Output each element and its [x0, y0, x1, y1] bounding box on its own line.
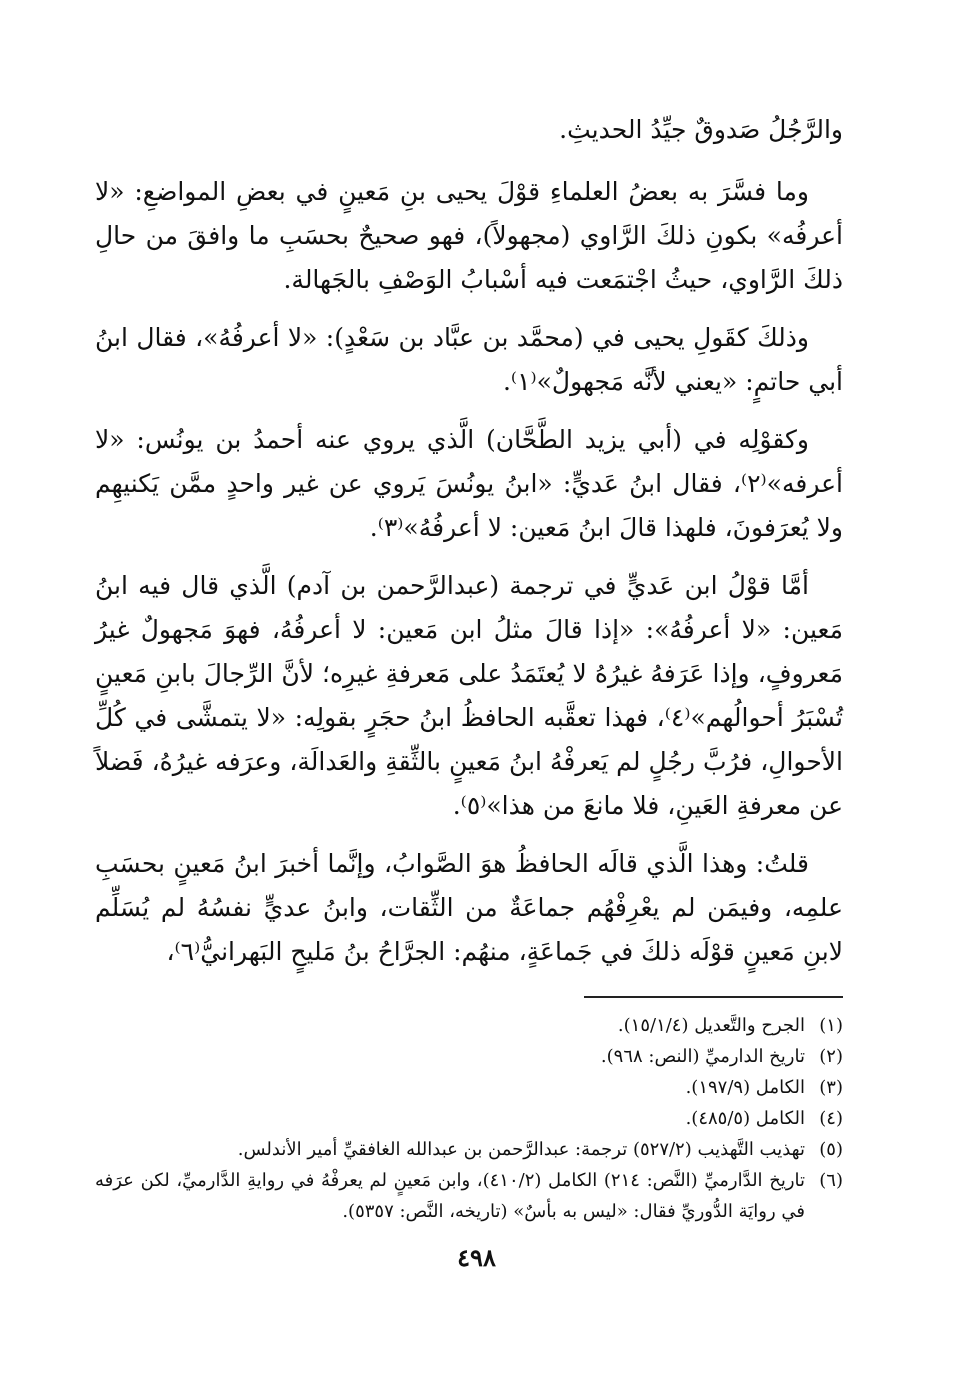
footnote-item [95, 1103, 843, 1134]
footnote-item [95, 1041, 843, 1072]
footnote-text: تاريخ الدَّارميِّ (النَّص: ٢١٤) الكامل (٤١٠/٢)، وابن مَعينٍ لم يعرفْهُ في روايةِ الدَّارميِّ، لكن عرَفه في روايَة الدُّوريِّ فقال: «ليس به بأسٌ» (تاريخه، النَّص: ٥٣٥٧). [95, 1170, 806, 1222]
footnote-number: (٦) [819, 1170, 843, 1191]
footnotes [95, 1010, 843, 1227]
paragraph: قلتُ: وهذا الَّذي قالَه الحافظُ هوَ الصَّوابُ، وإنَّما أخبرَ ابنُ مَعينٍ بحسَبِ علمِه، وفيمَن لم يعْرِفْهُم جماعَةٌ من الثِّقات، وابنُ عديٍّ نفسُهُ لم يُسَلِّم لابنِ مَعينٍ قوْلَه ذلكَ في جَماعَةٍ، منهُم: الجرَّاحُ بنُ مَليحٍ البَهرانيُّ⁽٦⁾، [95, 849, 843, 966]
paragraph: وكقوْلِه في (أبي يزيد الطَّحَّان) الَّذي يروي عنه أحمدُ بن يونُس: «لا أعرفه»⁽٢⁾، فقال ابنُ عَديٍّ: «ابنُ يونُسَ يَروي عن غير واحدٍ ممَّن يَكنيهِم ولا يُعرَفونَ، فلهذا قالَ ابنُ مَعين: لا أعرفُهُ»⁽٣⁾. [95, 425, 843, 542]
main-text [95, 108, 843, 988]
footnote-number: (٢) [819, 1046, 843, 1067]
paragraph: وما فسَّرَ به بعضُ العلماءِ قوْلَ يحيى بنِ مَعينٍ في بعضِ المواضعِ: «لا أعرفُه» بكونِ ذلكَ الرَّاوي (مجهولاً)، فهو صحيحٌ بحسَبِ ما وافقَ من حالِ ذلكَ الرَّاوي، حيثُ اجْتمَعت فيه أسْبابُ الوَصْفِ بالجَهالة. [95, 177, 843, 294]
footnote-text: الكامل (١٩٧/٩). [685, 1077, 805, 1098]
footnote-item [95, 1072, 843, 1103]
paragraph: أمَّا قوْلُ ابن عَديٍّ في ترجمة (عبدالرَّحمن بن آدم) الَّذي قال فيه ابنُ مَعين: «لا أعرفُهُ»: «إذا قالَ مثلُ ابن مَعين: لا أعرفُهُ، فهوَ مَجهولٌ غيرُ مَعروفٍ، وإذا عَرَفهُ غيرُهُ لا يُعتَمَدُ على مَعرفةِ غيرِه؛ لأنَّ الرِّجالَ بابنِ مَعينٍ تُسْبَرُ أحوالُهم»⁽٤⁾، فهذا تعقَّبه الحافظُ ابنُ حجَرٍ بقولِه: «لا يتمشَّى في كُلِّ الأحوالِ، فرُبَّ رجُلٍ لم يَعرفْهُ ابنُ مَعينٍ بالثِّقةِ والعَدالَة، وعرَفه غيرُهُ، فَضلاً عن معرفةِ العَينِ، فلا مانعَ من هذا»⁽٥⁾. [95, 571, 843, 820]
page-number: ٤٩٨ [457, 1243, 496, 1272]
paragraph: وذلكَ كقَولِ يحيى في (محمَّد بن عبَّاد بن سَعْدٍ): «لا أعرفُهُ»، فقال ابنُ أبي حاتمٍ: «يعني لأنَّه مَجهولٌ»⁽١⁾. [95, 323, 843, 396]
footnote-number: (٥) [819, 1139, 843, 1160]
footnote-divider [584, 996, 843, 998]
footnote-text: تهذيب التَّهذيب (٥٢٧/٢) ترجمة: عبدالرَّحمن بن عبدالله الغافقيِّ أمير الأندلس. [237, 1139, 805, 1160]
footnote-item [95, 1134, 843, 1165]
footnote-item [95, 1165, 843, 1227]
paragraph: والرَّجُلُ صَدوقٌ جيِّدُ الحديثِ. [559, 115, 843, 144]
footnote-text: الجرح والتَّعديل (١٥/١/٤). [617, 1015, 805, 1036]
footnote-number: (٤) [819, 1108, 843, 1129]
footnote-number: (٣) [819, 1077, 843, 1098]
footnote-text: الكامل (٤٨٥/٥). [685, 1108, 805, 1129]
footnote-text: تاريخ الدارميِّ (النص: ٩٦٨). [600, 1046, 805, 1067]
footnote-number: (١) [819, 1015, 843, 1036]
footnote-item [95, 1010, 843, 1041]
